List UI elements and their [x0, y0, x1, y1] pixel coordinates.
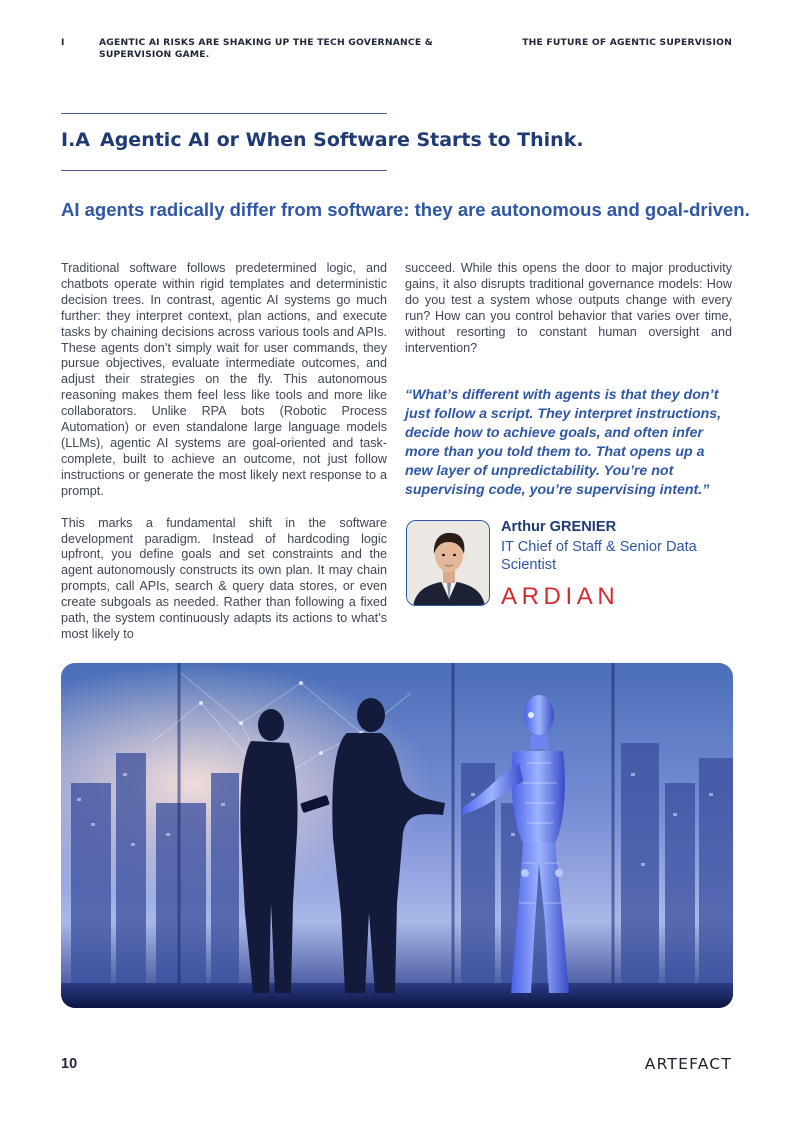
header-running-title: THE FUTURE OF AGENTIC SUPERVISION [522, 37, 732, 48]
section-subtitle: AI agents radically differ from software: they are autonomous and goal-driven. [61, 199, 750, 220]
body-column-right [405, 261, 732, 372]
header-section-number: I [61, 37, 65, 48]
section-number: I.A [61, 129, 90, 151]
hero-image [61, 663, 733, 1008]
body-column-left [61, 261, 387, 659]
page-number: 10 [61, 1056, 78, 1072]
speaker-portrait [406, 520, 490, 606]
speaker-role: IT Chief of Staff & Senior Data Scientist [501, 539, 697, 573]
artefact-logo: ARTEFACT [644, 1055, 732, 1073]
title-divider-bottom [61, 170, 387, 171]
body-paragraph: This marks a fundamental shift in the software development paradigm. Instead of hardcoding logic upfront, you define goals and set constraints and the agent autonomously constructs its own plan. It may chain prompts, call APIs, search & query data stores, or even create subgoals as needed. Rather than following a fixed path, the system continuously adapts its actions to what’s most likely to [61, 515, 387, 641]
pull-quote: “What’s different with agents is that they don’t just follow a script. They interpret instructions, decide how to achieve goals, and often infer more than you told them to. That opens up a new layer of unpredictability. You’re not supervising code, you’re supervising intent.” [405, 387, 722, 498]
section-title [61, 129, 584, 151]
portrait-illustration [407, 521, 490, 606]
hero-illustration [61, 663, 733, 1008]
section-title-text: Agentic AI or When Software Starts to Think. [100, 129, 584, 151]
body-paragraph: succeed. While this opens the door to major productivity gains, it also disrupts traditional governance models: How do you test a system whose outputs change with every run? How can you control behavior that varies over time, without resorting to constant human oversight and intervention? [405, 261, 732, 355]
header-chapter-title: AGENTIC AI RISKS ARE SHAKING UP THE TECH GOVERNANCE & SUPERVISION GAME. [99, 37, 433, 60]
body-paragraph: Traditional software follows predetermined logic, and chatbots operate within rigid templates and deterministic decision trees. In contrast, agentic AI systems go much further: they interpret context, plan actions, and execute tasks by chaining decisions across various tools and APIs. These agents don’t simply wait for user commands, they pursue objectives, evaluate intermediate outcomes, and adjust their strategies on the fly. This autonomous reasoning makes them feel less like tools and more like collaborators. Unlike RPA bots (Robotic Process Automation) or even standalone large language models (LLMs), agentic AI systems are goal-oriented and task-complete, built to achieve an outcome, not just follow instructions or generate the most likely next response to a prompt. [61, 261, 387, 498]
ardian-logo: ARDIAN [501, 583, 620, 610]
title-divider-top [61, 113, 387, 114]
speaker-name: Arthur GRENIER [501, 519, 617, 535]
